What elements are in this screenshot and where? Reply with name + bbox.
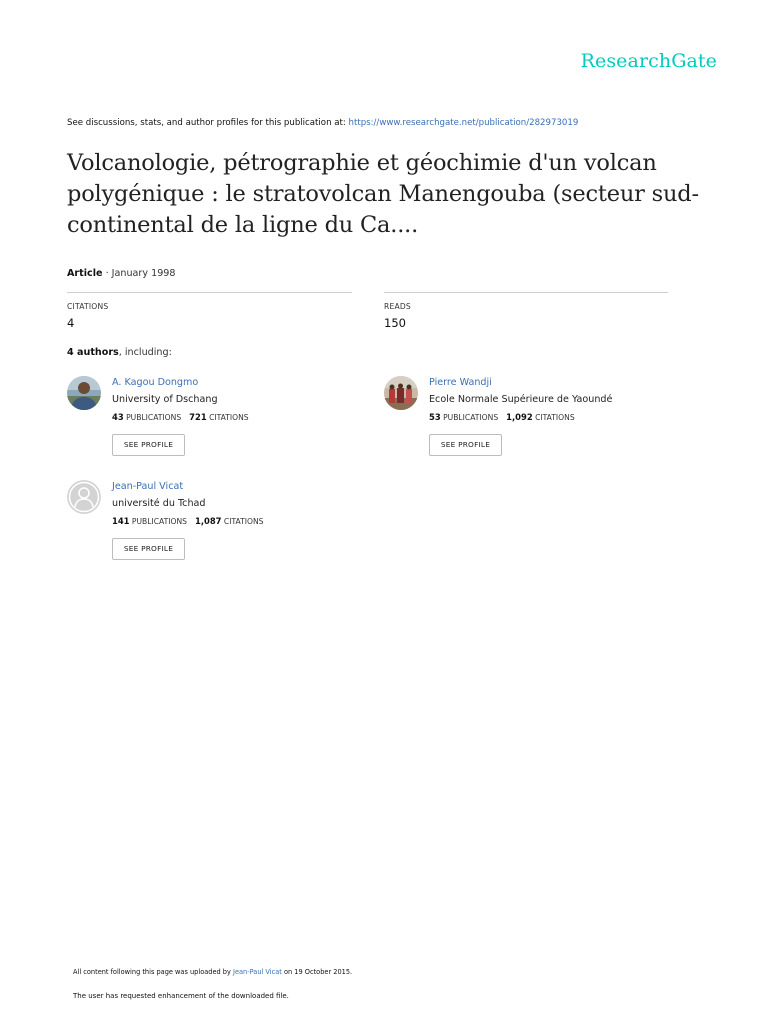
authors-summary (67, 347, 172, 358)
publications-label: PUBLICATIONS (126, 413, 182, 422)
publication-title (67, 148, 727, 241)
publications-count: 43 (112, 412, 124, 422)
discussion-line (67, 118, 578, 128)
author-card (384, 376, 684, 476)
citations-count: 721 (189, 412, 207, 422)
authors-suffix: , including: (118, 347, 172, 358)
upload-notice (73, 968, 352, 976)
author-card (67, 480, 367, 580)
citations-count: 1,092 (506, 412, 533, 422)
publications-count: 53 (429, 412, 441, 422)
researchgate-logo[interactable]: ResearchGate (580, 50, 717, 72)
title-line: continental de la ligne du Ca.... (67, 212, 419, 238)
citations-label: CITATIONS (67, 302, 109, 311)
uploader-link[interactable]: Jean-Paul Vicat (233, 968, 282, 976)
citations-label: CITATIONS (535, 413, 575, 422)
citations-count: 1,087 (195, 516, 222, 526)
author-name-link[interactable]: Pierre Wandji (429, 377, 492, 388)
group-photo-icon (384, 376, 418, 410)
author-stats (112, 516, 263, 526)
enhancement-notice: The user has requested enhancement of the downloaded file. (73, 992, 289, 1000)
publication-date: · January 1998 (102, 268, 176, 279)
title-line: Volcanologie, pétrographie et géochimie d'un volcan (67, 150, 657, 176)
author-institution: University of Dschang (112, 394, 218, 405)
publications-label: PUBLICATIONS (131, 517, 187, 526)
author-card (67, 376, 367, 476)
reads-label: READS (384, 302, 411, 311)
citations-divider (67, 292, 352, 293)
see-profile-button[interactable]: SEE PROFILE (112, 434, 185, 456)
author-institution: Ecole Normale Supérieure de Yaoundé (429, 394, 613, 405)
publications-count: 141 (112, 516, 130, 526)
default-avatar-icon (67, 480, 101, 514)
author-name-link[interactable]: A. Kagou Dongmo (112, 377, 199, 388)
author-name-link[interactable]: Jean-Paul Vicat (112, 481, 184, 492)
upload-suffix: on 19 October 2015. (281, 968, 353, 976)
author-avatar[interactable] (67, 376, 101, 410)
see-profile-button[interactable]: SEE PROFILE (429, 434, 502, 456)
publication-type: Article (67, 268, 103, 279)
reads-value: 150 (384, 316, 406, 330)
publication-meta (67, 268, 176, 279)
author-institution: université du Tchad (112, 498, 206, 509)
publications-label: PUBLICATIONS (443, 413, 499, 422)
authors-count: 4 authors (67, 347, 119, 358)
reads-divider (384, 292, 668, 293)
upload-prefix: All content following this page was uploaded by (73, 968, 233, 976)
author-stats (429, 412, 575, 422)
title-line: polygénique : le stratovolcan Manengouba (secteur sud- (67, 181, 699, 207)
citations-label: CITATIONS (209, 413, 249, 422)
person-photo-icon (67, 376, 101, 410)
author-avatar[interactable] (384, 376, 418, 410)
citations-label: CITATIONS (223, 517, 264, 526)
author-avatar[interactable] (67, 480, 101, 514)
discussion-text: See discussions, stats, and author profiles for this publication at: (67, 118, 349, 128)
publication-url-link[interactable]: https://www.researchgate.net/publication/282973019 (348, 118, 579, 128)
see-profile-button[interactable]: SEE PROFILE (112, 538, 185, 560)
author-stats (112, 412, 249, 422)
citations-value: 4 (67, 316, 75, 330)
